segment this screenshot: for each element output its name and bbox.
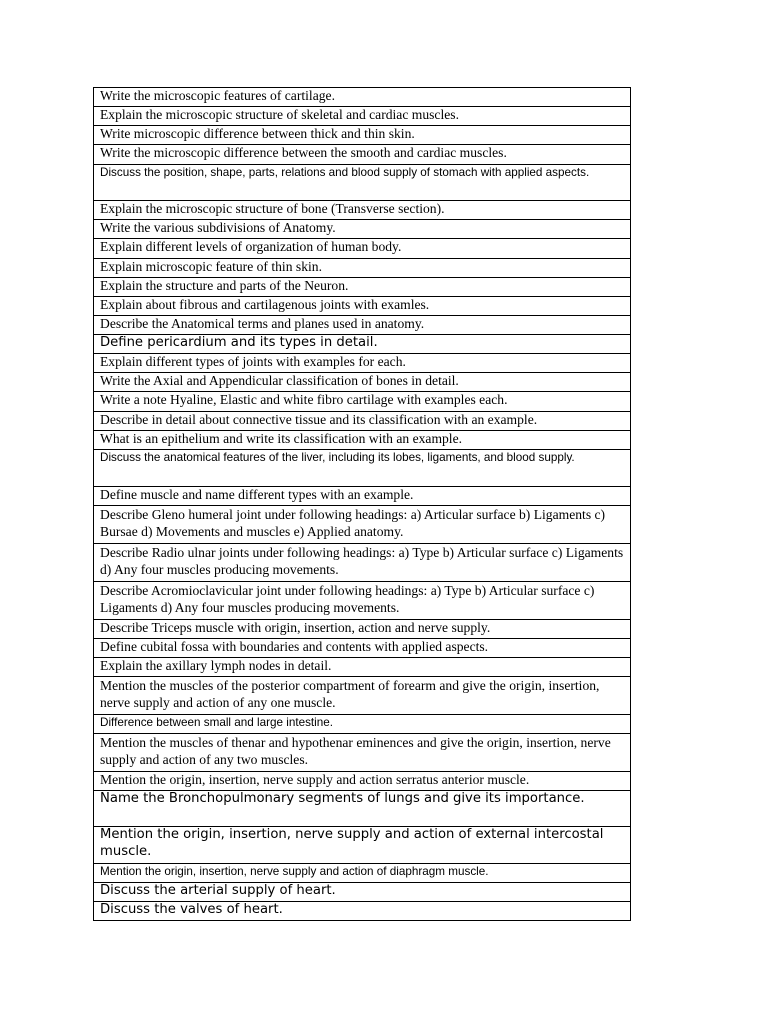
question-text: Discuss the valves of heart. (94, 902, 631, 921)
question-row (94, 239, 631, 259)
question-row (94, 639, 631, 658)
question-text: Describe Triceps muscle with origin, insertion, action and nerve supply. (94, 620, 631, 639)
question-text: Explain the structure and parts of the Neuron. (94, 278, 631, 297)
question-row (94, 902, 631, 921)
question-text: Mention the origin, insertion, nerve supply and action of external intercostal muscle. (94, 827, 631, 864)
question-text: Define cubital fossa with boundaries and contents with applied aspects. (94, 639, 631, 658)
question-text: Mention the muscles of the posterior compartment of forearm and give the origin, insertion, nerve supply and action of any one muscle. (94, 677, 631, 715)
question-row (94, 715, 631, 734)
question-row (94, 373, 631, 392)
question-row (94, 864, 631, 883)
question-row (94, 772, 631, 791)
question-text: Write the microscopic difference between the smooth and cardiac muscles. (94, 145, 631, 165)
question-row (94, 316, 631, 335)
question-text: Explain the microscopic structure of skeletal and cardiac muscles. (94, 107, 631, 126)
question-table (93, 87, 631, 921)
question-text: Discuss the position, shape, parts, relations and blood supply of stomach with applied aspects. (94, 165, 631, 201)
question-text: Mention the muscles of thenar and hypothenar eminences and give the origin, insertion, nerve supply and action of any two muscles. (94, 734, 631, 772)
question-text: Describe the Anatomical terms and planes used in anatomy. (94, 316, 631, 335)
question-row (94, 487, 631, 506)
question-text: Describe Gleno humeral joint under following headings: a) Articular surface b) Ligaments c) Bursae d) Movements and muscles e) Applied anatomy. (94, 506, 631, 544)
question-row (94, 734, 631, 772)
question-row (94, 544, 631, 582)
question-row (94, 354, 631, 373)
question-row (94, 620, 631, 639)
question-text: Describe Radio ulnar joints under following headings: a) Type b) Articular surface c) Ligaments d) Any four muscles producing movements. (94, 544, 631, 582)
question-text: Difference between small and large intestine. (94, 715, 631, 734)
question-text: Explain the microscopic structure of bone (Transverse section). (94, 201, 631, 220)
question-row (94, 883, 631, 902)
question-text: Write the various subdivisions of Anatomy. (94, 220, 631, 239)
question-row (94, 297, 631, 316)
question-text: Name the Bronchopulmonary segments of lungs and give its importance. (94, 791, 631, 827)
question-row (94, 107, 631, 126)
question-row (94, 791, 631, 827)
question-text: Mention the origin, insertion, nerve supply and action serratus anterior muscle. (94, 772, 631, 791)
question-text: Describe Acromioclavicular joint under following headings: a) Type b) Articular surface c) Ligaments d) Any four muscles producing movements. (94, 582, 631, 620)
question-list (94, 88, 631, 921)
question-row (94, 259, 631, 278)
question-text: Explain microscopic feature of thin skin. (94, 259, 631, 278)
question-row (94, 126, 631, 145)
question-row (94, 658, 631, 677)
question-text: Explain different types of joints with examples for each. (94, 354, 631, 373)
question-text: Mention the origin, insertion, nerve supply and action of diaphragm muscle. (94, 864, 631, 883)
question-row (94, 582, 631, 620)
question-text: Describe in detail about connective tissue and its classification with an example. (94, 412, 631, 431)
question-text: Define pericardium and its types in detail. (94, 335, 631, 354)
question-row (94, 392, 631, 412)
question-row (94, 220, 631, 239)
question-text: What is an epithelium and write its classification with an example. (94, 431, 631, 450)
question-text: Write microscopic difference between thick and thin skin. (94, 126, 631, 145)
question-row (94, 506, 631, 544)
question-text: Write the Axial and Appendicular classification of bones in detail. (94, 373, 631, 392)
question-row (94, 165, 631, 201)
question-text: Discuss the anatomical features of the liver, including its lobes, ligaments, and blood supply. (94, 450, 631, 487)
question-text: Explain about fibrous and cartilagenous joints with examles. (94, 297, 631, 316)
question-row (94, 431, 631, 450)
question-row (94, 278, 631, 297)
question-row (94, 145, 631, 165)
question-text: Discuss the arterial supply of heart. (94, 883, 631, 902)
question-row (94, 412, 631, 431)
question-row (94, 88, 631, 107)
question-text: Explain different levels of organization of human body. (94, 239, 631, 259)
question-text: Explain the axillary lymph nodes in detail. (94, 658, 631, 677)
question-row (94, 450, 631, 487)
question-text: Write the microscopic features of cartilage. (94, 88, 631, 107)
question-text: Write a note Hyaline, Elastic and white fibro cartilage with examples each. (94, 392, 631, 412)
question-row (94, 827, 631, 864)
question-row (94, 201, 631, 220)
question-row (94, 335, 631, 354)
question-row (94, 677, 631, 715)
question-text: Define muscle and name different types with an example. (94, 487, 631, 506)
